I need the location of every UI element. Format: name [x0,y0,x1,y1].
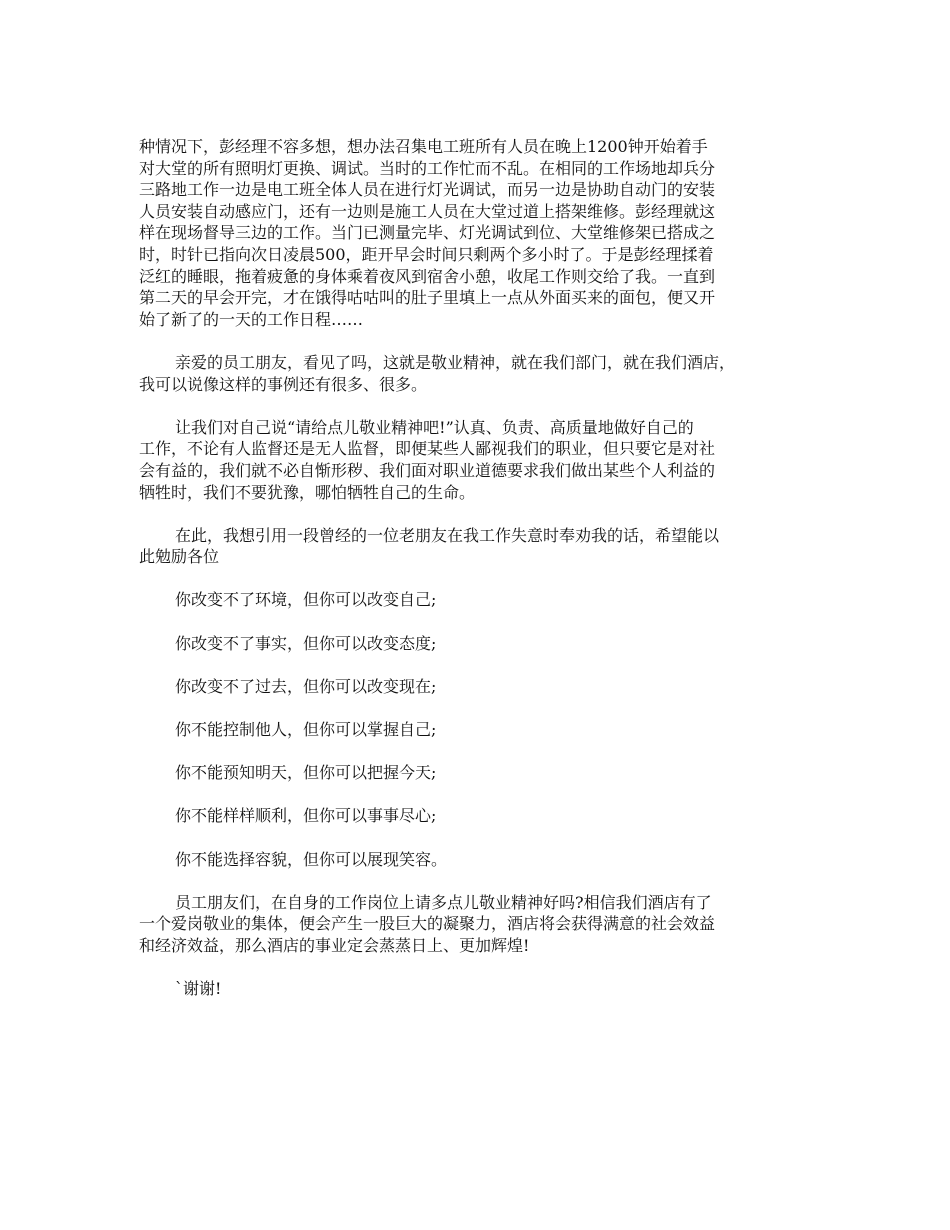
paragraph-dedication: 亲爱的员工朋友，看见了吗，这就是敬业精神，就在我们部门，就在我们酒店， 我可以说像这样的事例还有很多、很多。 [139,352,736,394]
paragraph-closing: 员工朋友们，在自身的工作岗位上请多点儿敬业精神好吗?相信我们酒店有了 一个爱岗敬业的集体，便会产生一股巨大的凝聚力，酒店将会获得满意的社会效益 和经济效益，那么酒店的事业定会蒸蒸日上、更加辉煌! [139,892,716,955]
paragraph-story: 种情况下，彭经理不容多想，想办法召集电工班所有人员在晚上1200钟开始着手 对大堂的所有照明灯更换、调试。当时的工作忙而不乱。在相同的工作场地却兵分 三路地工作一边是电工班全体人员在进行灯光调试，而另一边是协助自动门的安装 人员安装自动感应门，还有一边则是施工人员在大堂过道上搭架维修。彭经理就这 样在现场督导三边的工作。当门已测量完毕、灯光调试到位、大堂维修架已搭成之 时，时针已指向次日凌晨500，距开早会时间只剩两个多小时了。于是彭经理揉着 泛红的睡眼，拖着疲惫的身体乘着夜风到宿舍小憩，收尾工作则交给了我。一直到 第二天的早会开完，才在饿得咕咕叫的肚子里填上一点从外面买来的面包，便又开 始了新了的一天的工作日程…… [139,137,716,329]
paragraph-appeal: 让我们对自己说“请给点儿敬业精神吧!”认真、负责、高质量地做好自己的 工作，不论有人监督还是无人监督，即便某些人鄙视我们的职业，但只要它是对社 会有益的，我们就不必自惭形秽、我们面对职业道德要求我们做出某些个人利益的 牺牲时，我们不要犹豫，哪怕牺牲自己的生命。 [139,417,716,502]
quote-line: 你不能控制他人，但你可以掌握自己; [175,720,437,740]
document-body [139,136,819,1021]
quote-line: 你不能样样顺利，但你可以事事尽心; [175,806,437,826]
quote-line: 你改变不了过去，但你可以改变现在; [175,676,437,696]
quote-line: 你不能选择容貌，但你可以展现笑容。 [175,849,448,869]
thanks-line: `谢谢! [175,979,222,999]
paragraph-quote-intro: 在此，我想引用一段曾经的一位老朋友在我工作失意时奉劝我的话，希望能以 此勉励各位 [139,525,720,567]
quote-line: 你不能预知明天，但你可以把握今天; [175,763,437,783]
quote-line: 你改变不了环境，但你可以改变自己; [175,590,437,610]
quote-line: 你改变不了事实，但你可以改变态度; [175,633,437,653]
